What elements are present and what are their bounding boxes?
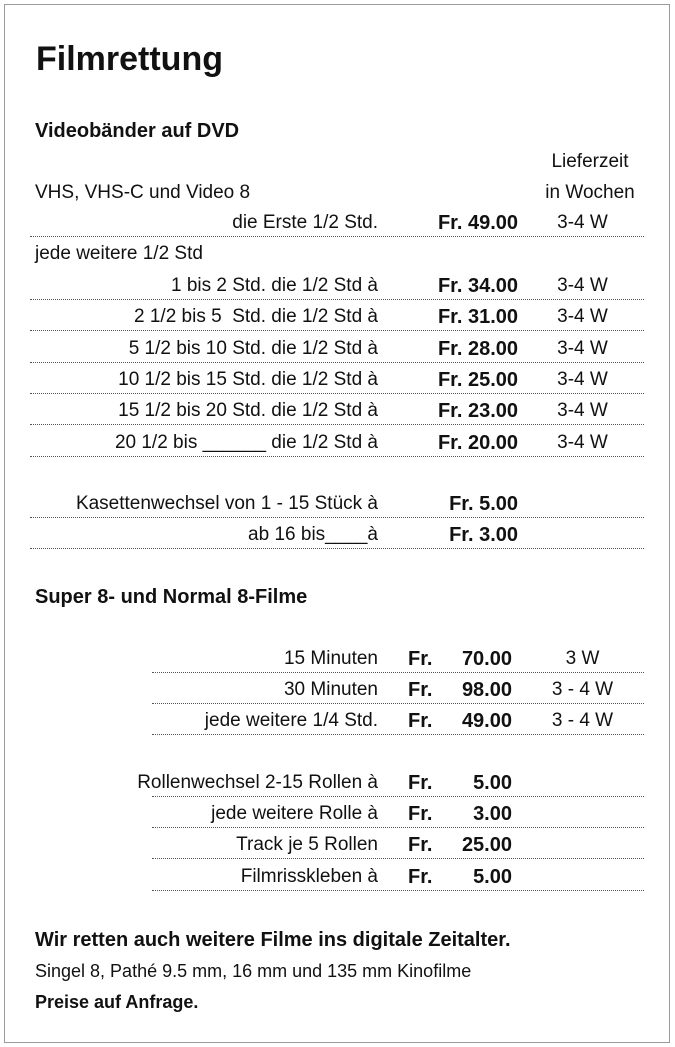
tier-price: Fr. 34.00 bbox=[437, 275, 518, 297]
tier-label: 20 1/2 bis ______ die 1/2 Std à bbox=[114, 432, 378, 453]
currency-label: Fr. bbox=[408, 772, 433, 794]
extra-label: Filmrisskleben à bbox=[240, 866, 378, 887]
row-divider bbox=[30, 517, 644, 518]
tier-label: 5 1/2 bis 10 Std. die 1/2 Std à bbox=[128, 338, 378, 359]
duration-amount: 70.00 bbox=[461, 648, 512, 670]
extra-amount: 5.00 bbox=[473, 866, 512, 888]
currency-label: Fr. bbox=[408, 866, 433, 888]
row-divider bbox=[30, 330, 644, 331]
duration-delivery: 3 - 4 W bbox=[551, 679, 614, 700]
extra-label: jede weitere Rolle à bbox=[211, 803, 378, 824]
tier-delivery: 3-4 W bbox=[557, 400, 608, 421]
tier-delivery: 3-4 W bbox=[557, 432, 608, 453]
extra-amount: 25.00 bbox=[461, 834, 512, 856]
tier-delivery: 3-4 W bbox=[557, 275, 608, 296]
extra-amount: 5.00 bbox=[473, 772, 512, 794]
duration-label: 30 Minuten bbox=[283, 679, 378, 700]
tier-delivery: 3-4 W bbox=[557, 369, 608, 390]
delivery-header-line-1: Lieferzeit bbox=[551, 151, 629, 172]
tier-label: 15 1/2 bis 20 Std. die 1/2 Std à bbox=[118, 400, 378, 421]
currency-label: Fr. bbox=[408, 834, 433, 856]
extra-amount: 3.00 bbox=[473, 803, 512, 825]
row-divider bbox=[30, 299, 644, 300]
footer-headline: Wir retten auch weitere Filme ins digitale Zeitalter. bbox=[35, 929, 511, 951]
tier-label: 10 1/2 bis 15 Std. die 1/2 Std à bbox=[118, 369, 378, 390]
duration-amount: 49.00 bbox=[461, 710, 512, 732]
currency-label: Fr. bbox=[408, 710, 433, 732]
footer-note: Preise auf Anfrage. bbox=[35, 992, 199, 1012]
first-half-hour-label: die Erste 1/2 Std. bbox=[232, 212, 378, 233]
tier-label: 2 1/2 bis 5 Std. die 1/2 Std à bbox=[134, 306, 378, 327]
extra-label: Rollenwechsel 2-15 Rollen à bbox=[137, 772, 378, 793]
tier-price: Fr. 31.00 bbox=[437, 306, 518, 328]
row-divider bbox=[30, 456, 644, 457]
page-title: Filmrettung bbox=[36, 40, 223, 78]
cassette-change-price: Fr. 5.00 bbox=[449, 493, 518, 515]
delivery-header-line-2: in Wochen bbox=[545, 182, 635, 203]
cassette-change-price: Fr. 3.00 bbox=[449, 524, 518, 546]
row-divider bbox=[152, 796, 644, 797]
tier-delivery: 3-4 W bbox=[557, 306, 608, 327]
currency-label: Fr. bbox=[408, 803, 433, 825]
duration-label: jede weitere 1/4 Std. bbox=[204, 710, 378, 731]
extra-label: Track je 5 Rollen bbox=[236, 834, 378, 855]
row-divider bbox=[152, 890, 644, 891]
row-divider bbox=[30, 424, 644, 425]
tier-price: Fr. 25.00 bbox=[437, 369, 518, 391]
row-divider bbox=[152, 672, 644, 673]
tier-price: Fr. 23.00 bbox=[437, 400, 518, 422]
video-section-heading: Videobänder auf DVD bbox=[35, 120, 240, 142]
tier-price: Fr. 20.00 bbox=[437, 432, 518, 454]
cassette-change-label: ab 16 bis____à bbox=[248, 524, 378, 545]
cassette-change-label: Kasettenwechsel von 1 - 15 Stück à bbox=[75, 493, 378, 514]
row-divider bbox=[152, 703, 644, 704]
first-half-hour-price: Fr. 49.00 bbox=[437, 212, 518, 234]
duration-amount: 98.00 bbox=[461, 679, 512, 701]
first-half-hour-delivery: 3-4 W bbox=[557, 212, 608, 233]
tier-label: 1 bis 2 Std. die 1/2 Std à bbox=[170, 275, 378, 296]
duration-delivery: 3 - 4 W bbox=[551, 710, 614, 731]
tier-price: Fr. 28.00 bbox=[437, 338, 518, 360]
row-divider bbox=[30, 236, 644, 237]
duration-label: 15 Minuten bbox=[283, 648, 378, 669]
tier-delivery: 3-4 W bbox=[557, 338, 608, 359]
film-section-heading: Super 8- und Normal 8-Filme bbox=[35, 586, 308, 608]
row-divider bbox=[152, 827, 644, 828]
each-further-label: jede weitere 1/2 Std bbox=[35, 243, 203, 264]
footer-formats: Singel 8, Pathé 9.5 mm, 16 mm und 135 mm Kinofilme bbox=[35, 961, 472, 981]
row-divider bbox=[152, 734, 644, 735]
video-subheading: VHS, VHS-C und Video 8 bbox=[35, 182, 251, 203]
row-divider bbox=[30, 393, 644, 394]
row-divider bbox=[152, 858, 644, 859]
row-divider bbox=[30, 362, 644, 363]
duration-delivery: 3 W bbox=[565, 648, 600, 669]
currency-label: Fr. bbox=[408, 679, 433, 701]
currency-label: Fr. bbox=[408, 648, 433, 670]
row-divider bbox=[30, 548, 644, 549]
